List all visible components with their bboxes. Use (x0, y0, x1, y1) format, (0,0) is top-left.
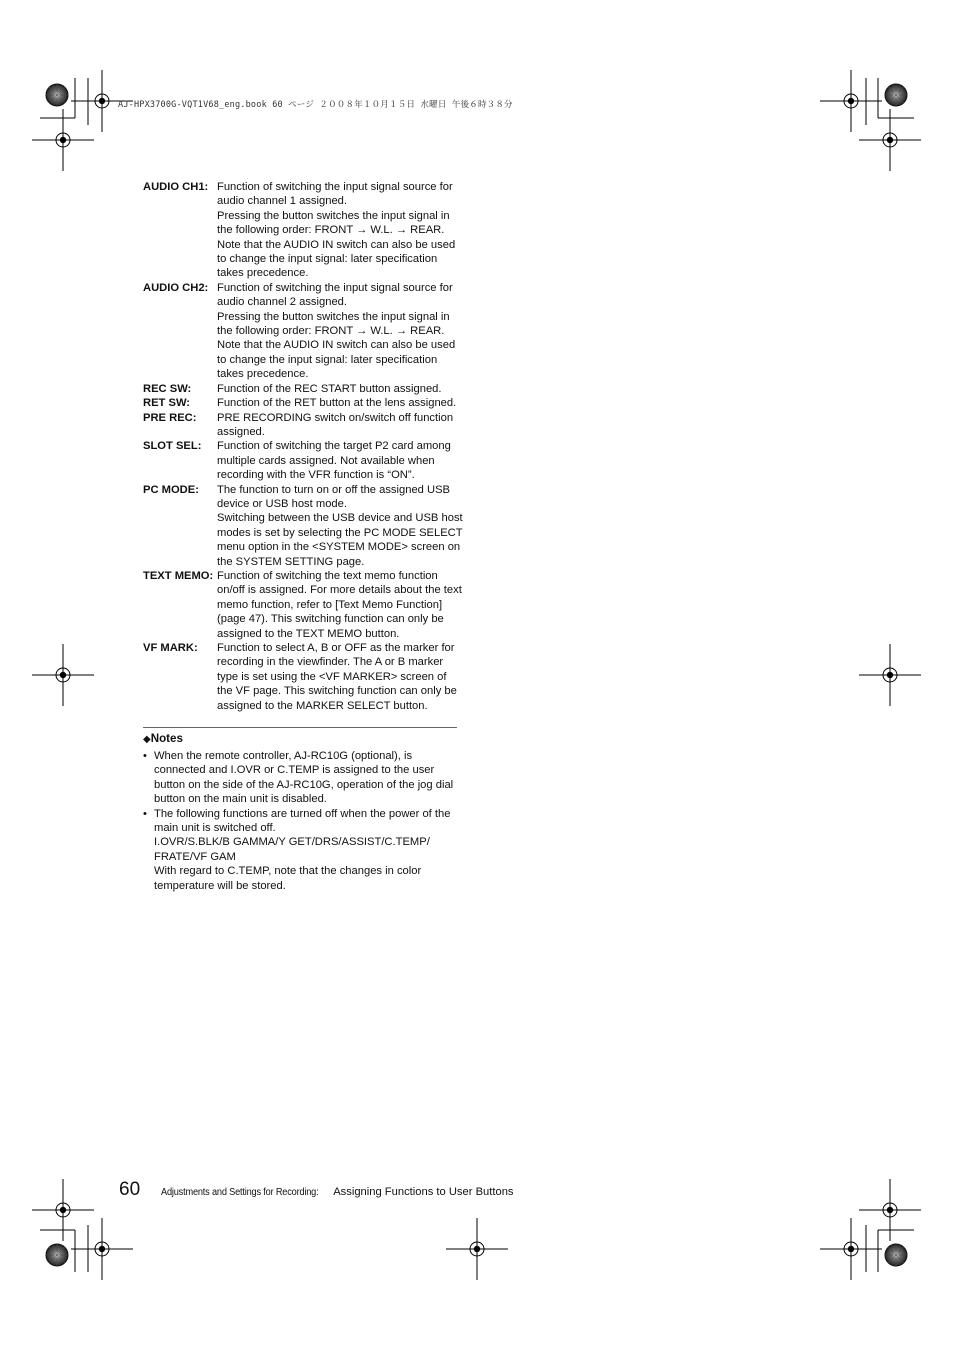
footer-section-title: Adjustments and Settings for Recording: (161, 1187, 319, 1198)
page-footer (119, 1179, 514, 1201)
definition-list (143, 180, 463, 713)
definition-term: AUDIO CH2: (143, 281, 209, 294)
registration-crosshair (446, 1218, 508, 1280)
note-paragraph: When the remote controller, AJ-RC10G (optional), is connected and I.OVR or C.TEMP is assigned to the user button on the side of the AJ-RC10G, operation of the jog dial button on the main unit is disabled. (154, 750, 454, 806)
footer-topic-title: Assigning Functions to User Buttons (333, 1186, 514, 1198)
definition-term: RET SW: (143, 397, 191, 410)
definition-pc-mode (143, 483, 463, 569)
registration-crosshair (859, 1179, 921, 1241)
definition-pre-rec (143, 411, 463, 440)
definition-term: REC SW: (143, 382, 192, 395)
print-file-info: AJ-HPX3700G-VQT1V68_eng.book 60 ページ ２００８年１０月１５日 水曜日 午後６時３８分 (118, 100, 513, 110)
definition-ret-sw (143, 396, 463, 410)
description-paragraph: Function of switching the input signal source for audio channel 2 assigned. (217, 281, 453, 309)
definition-audio-ch2 (143, 281, 463, 382)
description-paragraph: Function of switching the target P2 card among multiple cards assigned. Not available when recording with the VFR function is “ON”. (217, 440, 451, 482)
notes-section (143, 731, 463, 893)
definition-term: SLOT SEL: (143, 440, 202, 453)
definition-term: AUDIO CH1: (143, 181, 209, 193)
description-paragraph: Function to select A, B or OFF as the marker for recording in the viewfinder. The A or B marker type is set using the <VF MARKER> screen of the VF page. This switching function can only be assigned to the MARKER SELECT button. (217, 642, 457, 712)
note-item (143, 749, 463, 807)
definition-description (217, 641, 463, 713)
description-paragraph: Function of switching the input signal source for audio channel 1 assigned. (217, 181, 453, 208)
bullet-icon: • (143, 807, 147, 820)
registration-rosette (46, 1244, 68, 1266)
definition-description (217, 281, 463, 382)
registration-crosshair (820, 1218, 882, 1280)
definition-description (217, 483, 463, 569)
definition-description (217, 411, 463, 440)
notes-title: Notes (150, 732, 183, 746)
definition-term: PRE REC: (143, 411, 197, 424)
description-paragraph: The function to turn on or off the assigned USB device or USB host mode. (217, 483, 451, 510)
definition-description (217, 382, 463, 396)
registration-crosshair (32, 1179, 94, 1241)
definition-text-memo (143, 569, 463, 641)
definition-term: TEXT MEMO: (143, 569, 214, 582)
registration-crosshair (859, 644, 921, 706)
definition-slot-sel (143, 439, 463, 482)
description-paragraph: Function of the RET button at the lens assigned. (217, 397, 457, 410)
description-paragraph: Pressing the button switches the input signal in the following order: FRONT → W.L. → REAR. Note that the AUDIO IN switch can also be used to change the input signal: later specification takes precedence. (217, 209, 456, 280)
description-paragraph: Switching between the USB device and USB host modes is set by selecting the PC MODE SELECT menu option in the <SYSTEM MODE> screen on the SYSTEM SETTING page. (217, 512, 463, 568)
definition-rec-sw (143, 382, 463, 396)
definition-description (217, 569, 463, 641)
notes-heading (143, 731, 463, 747)
registration-crosshair (32, 644, 94, 706)
definition-description (217, 396, 463, 410)
definition-description (217, 180, 463, 281)
description-paragraph: Function of the REC START button assigned. (217, 382, 442, 395)
note-paragraph: I.OVR/S.BLK/B GAMMA/Y GET/DRS/ASSIST/C.TEMP/ FRATE/VF GAM (154, 836, 430, 863)
registration-crosshair (820, 70, 882, 132)
note-item (143, 807, 463, 893)
definition-term: VF MARK: (143, 642, 198, 654)
definition-term: PC MODE: (143, 483, 199, 496)
description-paragraph: Pressing the button switches the input signal in the following order: FRONT → W.L. → REAR. Note that the AUDIO IN switch can also be used to change the input signal: later specification takes precedence. (217, 310, 456, 381)
main-content (143, 180, 463, 893)
description-paragraph: Function of switching the text memo function on/off is assigned. For more details about the text memo function, refer to [Text Memo Function] (page 47). This switching function can only be assigned to the TEXT MEMO button. (217, 569, 462, 640)
diamond-icon: ◆ (143, 734, 151, 746)
description-paragraph: PRE RECORDING switch on/switch off function assigned. (217, 411, 454, 438)
note-paragraph: With regard to C.TEMP, note that the changes in color temperature will be stored. (154, 865, 422, 892)
definition-description (217, 439, 463, 482)
registration-crosshair (71, 1218, 133, 1280)
notes-list (143, 749, 463, 893)
note-paragraph: The following functions are turned off when the power of the main unit is switched off. (154, 807, 451, 835)
definition-vf-mark (143, 641, 463, 713)
registration-rosette (885, 84, 907, 106)
bullet-icon: • (143, 750, 147, 763)
registration-rosette (885, 1244, 907, 1266)
registration-rosette (46, 84, 68, 106)
notes-divider (143, 727, 457, 728)
definition-audio-ch1 (143, 180, 463, 281)
page-number: 60 (119, 1179, 141, 1200)
